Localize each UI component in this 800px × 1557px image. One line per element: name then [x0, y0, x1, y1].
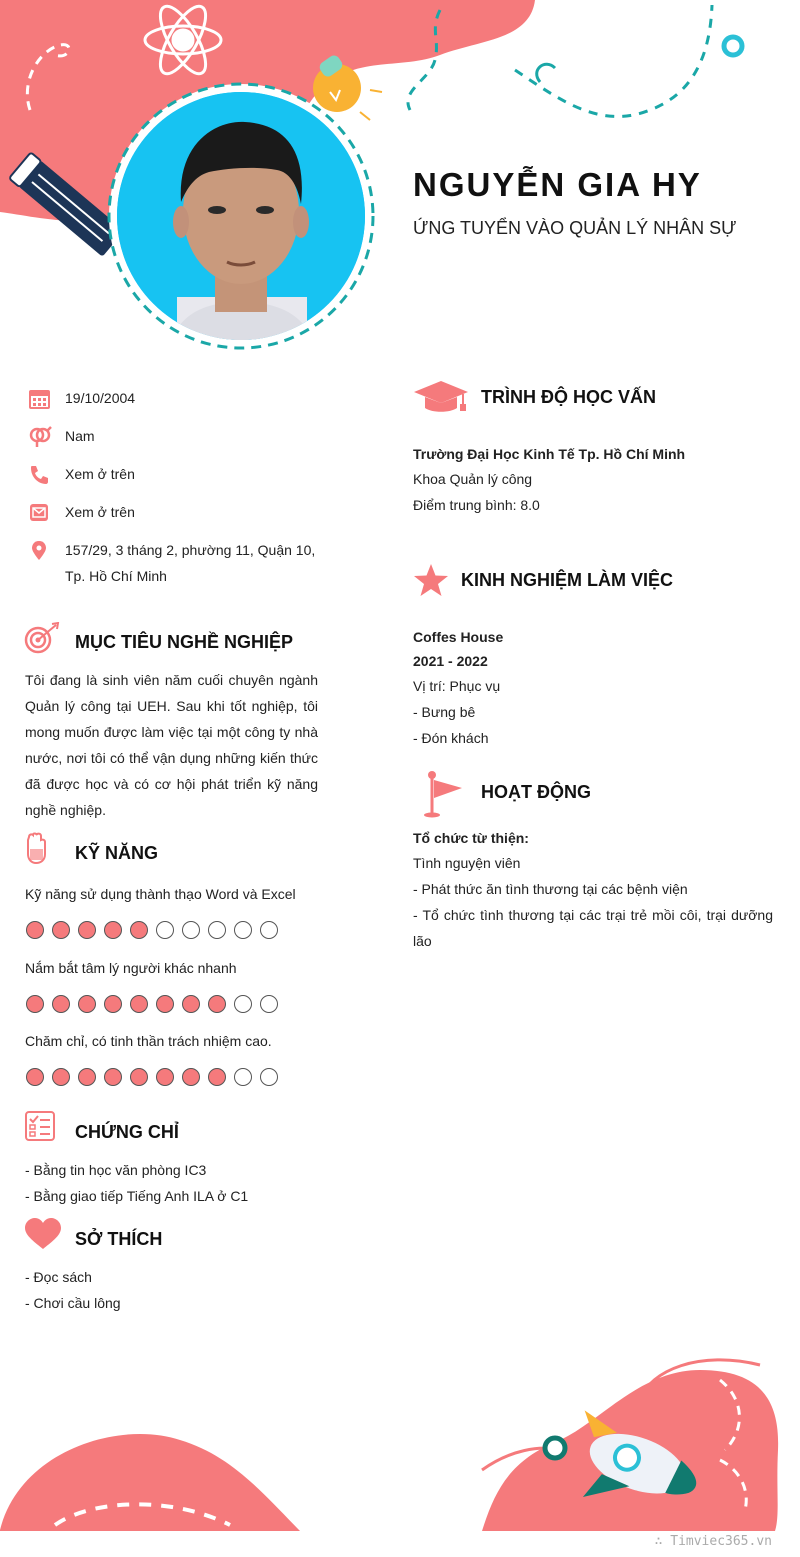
rating-dot-empty	[208, 921, 226, 939]
skill-rating	[26, 921, 278, 939]
education-school: Trường Đại Học Kinh Tế Tp. Hồ Chí Minh	[413, 446, 686, 462]
avatar	[117, 92, 365, 340]
rating-dot-empty	[260, 921, 278, 939]
objective-text: Tôi đang là sinh viên năm cuối chuyên ngành Quản lý công tại UEH. Sau khi tốt nghiệp, tôi mong muốn được làm việc tại một công ty nhà nước, nơi tôi có thể vận dụng những kiến thức đã được học và có cơ hội phát triển kỹ năng nghề nghiệp.	[25, 672, 318, 818]
rating-dot-filled	[52, 921, 70, 939]
objective-title: MỤC TIÊU NGHỀ NGHIỆP	[75, 632, 294, 652]
contact-address	[28, 540, 325, 589]
experience-period: 2021 - 2022	[413, 653, 488, 669]
birthdate-text: 19/10/2004	[65, 390, 136, 406]
phone-icon	[28, 464, 52, 486]
rating-dot-empty	[156, 921, 174, 939]
flag-icon	[422, 770, 466, 818]
rating-dot-filled	[104, 995, 122, 1013]
activities-title: HOẠT ĐỘNG	[481, 782, 591, 802]
activity-organization: Tổ chức từ thiện:	[413, 830, 529, 846]
rating-dot-filled	[104, 1068, 122, 1086]
rating-dot-filled	[182, 995, 200, 1013]
candidate-name: NGUYỄN GIA HY	[413, 166, 702, 203]
education-title: TRÌNH ĐỘ HỌC VẤN	[481, 387, 656, 407]
email-icon	[28, 502, 52, 524]
skill-rating	[26, 995, 278, 1013]
activity-role: Tình nguyện viên	[413, 855, 521, 871]
rating-dot-filled	[78, 995, 96, 1013]
rating-dot-filled	[130, 1068, 148, 1086]
rating-dot-empty	[234, 995, 252, 1013]
rating-dot-empty	[234, 921, 252, 939]
rating-dot-filled	[26, 995, 44, 1013]
experience-task: - Đón khách	[413, 730, 489, 746]
rating-dot-filled	[208, 995, 226, 1013]
heart-icon	[24, 1218, 62, 1250]
activity-item: - Phát thức ăn tình thương tại các bệnh viện	[413, 881, 688, 897]
experience-company: Coffes House	[413, 629, 504, 645]
skill-rating	[26, 1068, 278, 1086]
gender-icon	[28, 426, 52, 448]
rating-dot-empty	[260, 1068, 278, 1086]
rating-dot-filled	[52, 1068, 70, 1086]
skills-title: KỸ NĂNG	[75, 843, 159, 863]
certificates-title: CHỨNG CHỈ	[75, 1122, 179, 1142]
contact-phone	[28, 464, 325, 487]
applied-position: ỨNG TUYỂN VÀO QUẢN LÝ NHÂN SỰ	[413, 218, 737, 238]
rating-dot-filled	[130, 995, 148, 1013]
hobbies-title: SỞ THÍCH	[75, 1229, 163, 1249]
activity-item: - Tổ chức tình thương tại các trại trẻ mồi côi, trại dưỡng lão	[413, 907, 773, 949]
target-icon	[24, 622, 60, 654]
experience-title: KINH NGHIỆM LÀM VIỆC	[461, 570, 674, 590]
contact-email	[28, 502, 325, 525]
education-major: Khoa Quản lý công	[413, 471, 533, 487]
star-icon	[413, 563, 449, 597]
hobby-item: - Đọc sách	[25, 1269, 92, 1285]
experience-position: Vị trí: Phục vụ	[413, 678, 501, 694]
rating-dot-filled	[104, 921, 122, 939]
rating-dot-filled	[78, 1068, 96, 1086]
address-text: 157/29, 3 tháng 2, phường 11, Quận 10, Tp. Hồ Chí Minh	[65, 542, 316, 584]
gender-text: Nam	[65, 428, 95, 444]
rating-dot-filled	[208, 1068, 226, 1086]
rating-dot-empty	[182, 921, 200, 939]
checklist-icon	[24, 1110, 56, 1142]
education-gpa: Điểm trung bình: 8.0	[413, 497, 540, 513]
certificate-item: - Bằng tin học văn phòng IC3	[25, 1162, 207, 1178]
rating-dot-filled	[26, 921, 44, 939]
hobby-item: - Chơi cầu lông	[25, 1295, 121, 1311]
phone-text: Xem ở trên	[65, 466, 135, 482]
experience-task: - Bưng bê	[413, 704, 476, 720]
site-watermark: ∴ Timviec365.vn	[654, 1534, 772, 1549]
contact-gender	[28, 426, 325, 449]
bottom-decoration	[0, 1340, 800, 1557]
skill-label: Chăm chỉ, có tinh thần trách nhiệm cao.	[25, 1033, 272, 1049]
skill-label: Kỹ năng sử dụng thành thạo Word và Excel	[25, 886, 296, 902]
rating-dot-empty	[234, 1068, 252, 1086]
rating-dot-filled	[156, 1068, 174, 1086]
graduation-cap-icon	[414, 380, 470, 414]
location-icon	[28, 540, 52, 562]
fist-icon	[24, 832, 48, 864]
certificate-item: - Bằng giao tiếp Tiếng Anh ILA ở C1	[25, 1188, 249, 1204]
rating-dot-filled	[156, 995, 174, 1013]
rating-dot-filled	[130, 921, 148, 939]
rating-dot-filled	[52, 995, 70, 1013]
calendar-icon	[28, 388, 52, 410]
contact-birthdate	[28, 388, 325, 411]
rating-dot-filled	[26, 1068, 44, 1086]
skill-label: Nắm bắt tâm lý người khác nhanh	[25, 960, 237, 976]
rating-dot-filled	[78, 921, 96, 939]
rating-dot-empty	[260, 995, 278, 1013]
rating-dot-filled	[182, 1068, 200, 1086]
email-text: Xem ở trên	[65, 504, 135, 520]
